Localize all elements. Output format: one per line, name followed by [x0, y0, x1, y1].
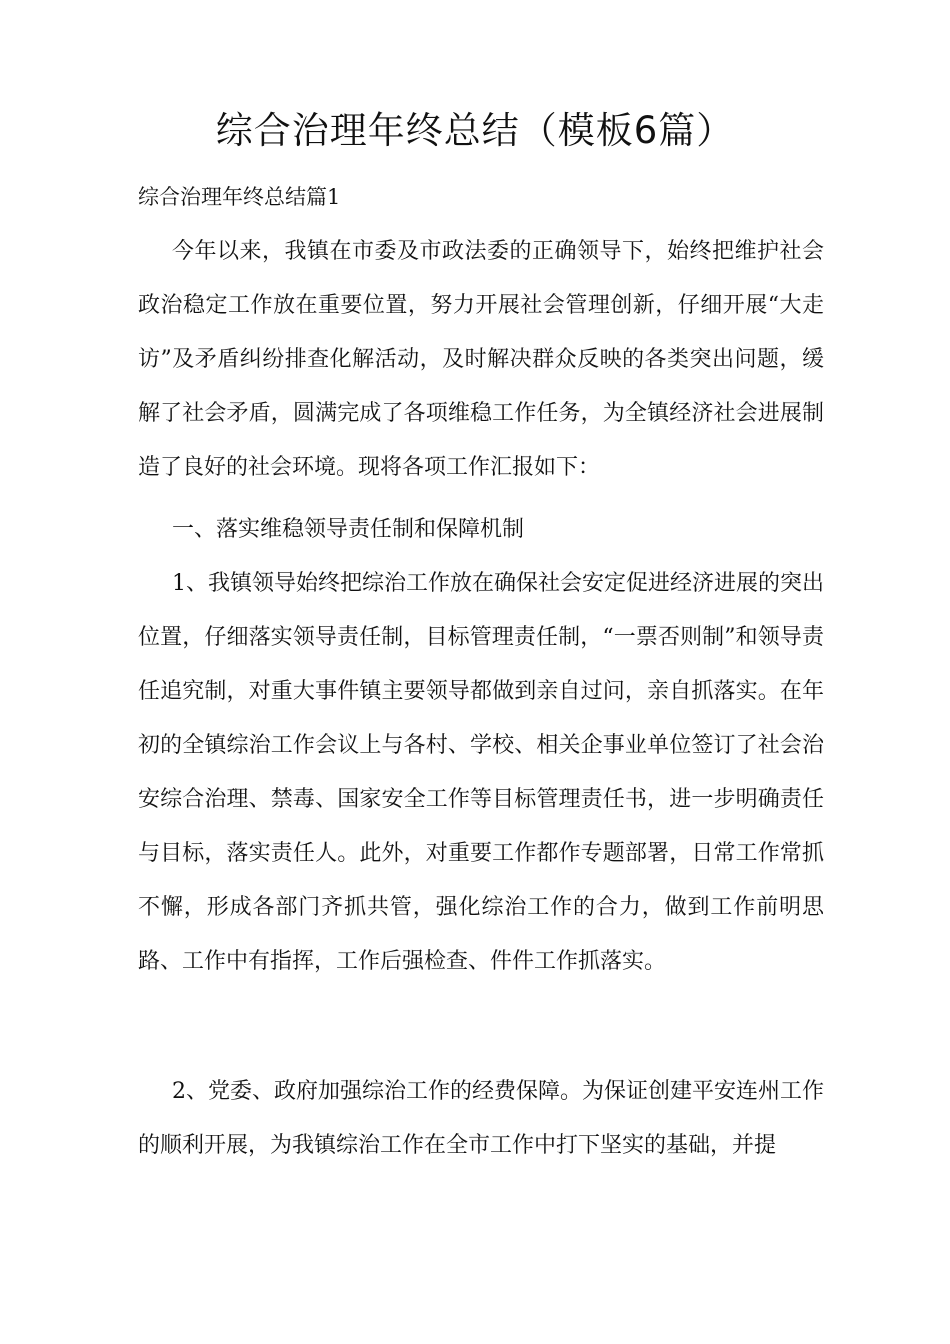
- section-heading: 一、落实维稳领导责任制和保障机制: [172, 517, 525, 542]
- section-subtitle: 综合治理年终总结篇1: [138, 185, 341, 209]
- intro-paragraph: 今年以来，我镇在市委及市政法委的正确领导下，始终把维护社会政治稳定工作放在重要位置，努力开展社会管理创新，仔细开展“大走访”及矛盾纠纷排查化解活动，及时解决群众反映的各类突出问题，缓解了社会矛盾，圆满完成了各项维稳工作任务，为全镇经济社会进展制造了良好的社会环境。现将各项工作汇报如下：: [138, 239, 824, 480]
- item-paragraph-2: 2、党委、政府加强综治工作的经费保障。为保证创建平安连州工作的顺利开展，为我镇综治工作在全市工作中打下坚实的基础，并提: [138, 1079, 824, 1158]
- document-title: 综合治理年终总结（模板6篇）: [215, 109, 735, 152]
- item-paragraph-1: 1、我镇领导始终把综治工作放在确保社会安定促进经济进展的突出位置，仔细落实领导责任制，目标管理责任制，“一票否则制”和领导责任追究制，对重大事件镇主要领导都做到亲自过问，亲自抓落实。在年初的全镇综治工作会议上与各村、学校、相关企事业单位签订了社会治安综合治理、禁毒、国家安全工作等目标管理责任书，进一步明确责任与目标，落实责任人。此外，对重要工作都作专题部署，日常工作常抓不懈，形成各部门齐抓共管，强化综治工作的合力，做到工作前明思路、工作中有指挥，工作后强检查、件件工作抓落实。: [138, 571, 824, 974]
